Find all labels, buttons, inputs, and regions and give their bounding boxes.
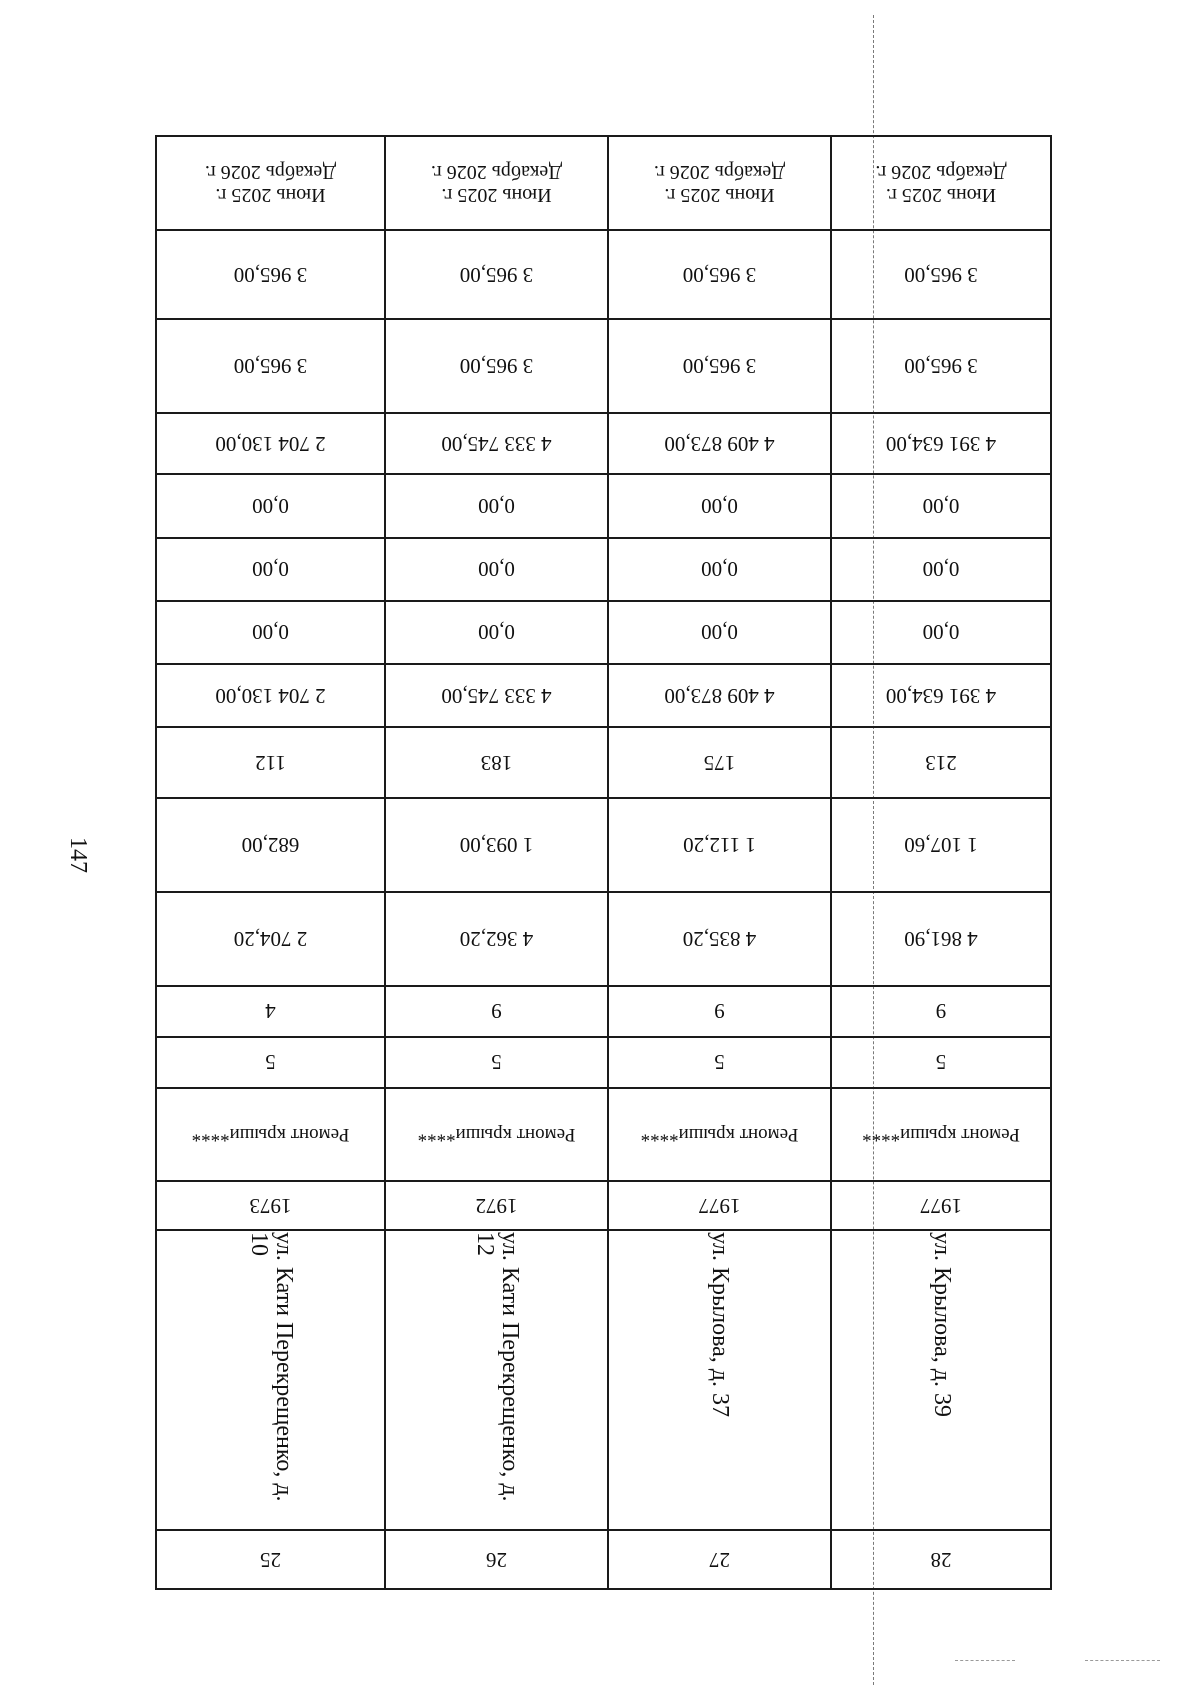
work-type-cell: Ремонт крыши**** [831,1088,1051,1182]
residential-area-cell: 1 093,00 [385,798,608,892]
entrances-cell: 9 [385,986,608,1037]
record-number: 28 [831,1530,1051,1589]
year-cell: 1977 [831,1181,1051,1230]
total-area-cell: 4 362,20 [385,892,608,986]
cost-total-cell: 4 391 634,00 [831,664,1051,727]
entrances-cell: 4 [156,986,385,1037]
cost-total-row [156,664,1051,727]
funding-cell: 0,00 [156,474,385,537]
work-type-cell: Ремонт крыши**** [385,1088,608,1182]
funding-row [156,601,1051,664]
entrances-row [156,986,1051,1037]
record-number: 26 [385,1530,608,1589]
repair-schedule-table [155,135,1050,1590]
floors-cell: 5 [831,1037,1051,1088]
funding-cell: 0,00 [156,538,385,601]
period-cell: Июнь 2025 г. Декабрь 2026 г. [156,136,385,230]
residents-cell: 213 [831,727,1051,798]
record-number: 25 [156,1530,385,1589]
funding-cell: 0,00 [608,601,831,664]
year-cell: 1972 [385,1181,608,1230]
year-cell: 1973 [156,1181,385,1230]
total-area-cell: 4 835,20 [608,892,831,986]
max-unit-cost-row [156,230,1051,320]
unit-cost-row [156,320,1051,414]
year-cell: 1977 [608,1181,831,1230]
max-unit-cost-cell: 3 965,00 [385,230,608,320]
funding-cell: 0,00 [608,474,831,537]
cost-total-cell: 4 409 873,00 [608,664,831,727]
residential-area-cell: 682,00 [156,798,385,892]
funding-row [156,538,1051,601]
funding-row [156,474,1051,537]
residents-cell: 183 [385,727,608,798]
work-type-row [156,1088,1051,1182]
residents-row [156,727,1051,798]
period-cell: Июнь 2025 г. Декабрь 2026 г. [385,136,608,230]
owners-funds-cell: 4 333 745,00 [385,413,608,474]
scan-artifact [955,1660,1015,1661]
funding-cell: 0,00 [385,538,608,601]
funding-cell: 0,00 [831,538,1051,601]
record-number: 27 [608,1530,831,1589]
unit-cost-cell: 3 965,00 [608,320,831,414]
address-row [156,1230,1051,1530]
max-unit-cost-cell: 3 965,00 [156,230,385,320]
cost-total-cell: 4 333 745,00 [385,664,608,727]
floors-cell: 5 [156,1037,385,1088]
period-row [156,136,1051,230]
floors-cell: 5 [608,1037,831,1088]
work-type-cell: Ремонт крыши**** [156,1088,385,1182]
address-cell: ул. Крылова, д. 37 [608,1230,831,1530]
period-cell: Июнь 2025 г. Декабрь 2026 г. [608,136,831,230]
address-cell: ул. Крылова, д. 39 [831,1230,1051,1530]
funding-cell: 0,00 [831,474,1051,537]
address-cell: ул. Кати Перекрещенко, д. 12 [385,1230,608,1530]
residents-cell: 112 [156,727,385,798]
period-cell: Июнь 2025 г. Декабрь 2026 г. [831,136,1051,230]
residential-area-cell: 1 112,20 [608,798,831,892]
residential-area-row [156,798,1051,892]
address-cell: ул. Кати Перекрещенко, д. 10 [156,1230,385,1530]
owners-funds-cell: 4 391 634,00 [831,413,1051,474]
residential-area-cell: 1 107,60 [831,798,1051,892]
owners-funds-cell: 2 704 130,00 [156,413,385,474]
work-type-cell: Ремонт крыши**** [608,1088,831,1182]
entrances-cell: 9 [608,986,831,1037]
floors-row [156,1037,1051,1088]
entrances-cell: 9 [831,986,1051,1037]
scan-artifact [1085,1660,1160,1661]
cost-total-cell: 2 704 130,00 [156,664,385,727]
owners-funds-cell: 4 409 873,00 [608,413,831,474]
total-area-row [156,892,1051,986]
owners-funds-row [156,413,1051,474]
floors-cell: 5 [385,1037,608,1088]
total-area-cell: 4 861,90 [831,892,1051,986]
unit-cost-cell: 3 965,00 [156,320,385,414]
page-number: 147 [65,837,92,873]
unit-cost-cell: 3 965,00 [831,320,1051,414]
residents-cell: 175 [608,727,831,798]
unit-cost-cell: 3 965,00 [385,320,608,414]
funding-cell: 0,00 [385,601,608,664]
year-row [156,1181,1051,1230]
funding-cell: 0,00 [831,601,1051,664]
max-unit-cost-cell: 3 965,00 [831,230,1051,320]
row-number-row [156,1530,1051,1589]
funding-cell: 0,00 [156,601,385,664]
total-area-cell: 2 704,20 [156,892,385,986]
max-unit-cost-cell: 3 965,00 [608,230,831,320]
funding-cell: 0,00 [608,538,831,601]
funding-cell: 0,00 [385,474,608,537]
